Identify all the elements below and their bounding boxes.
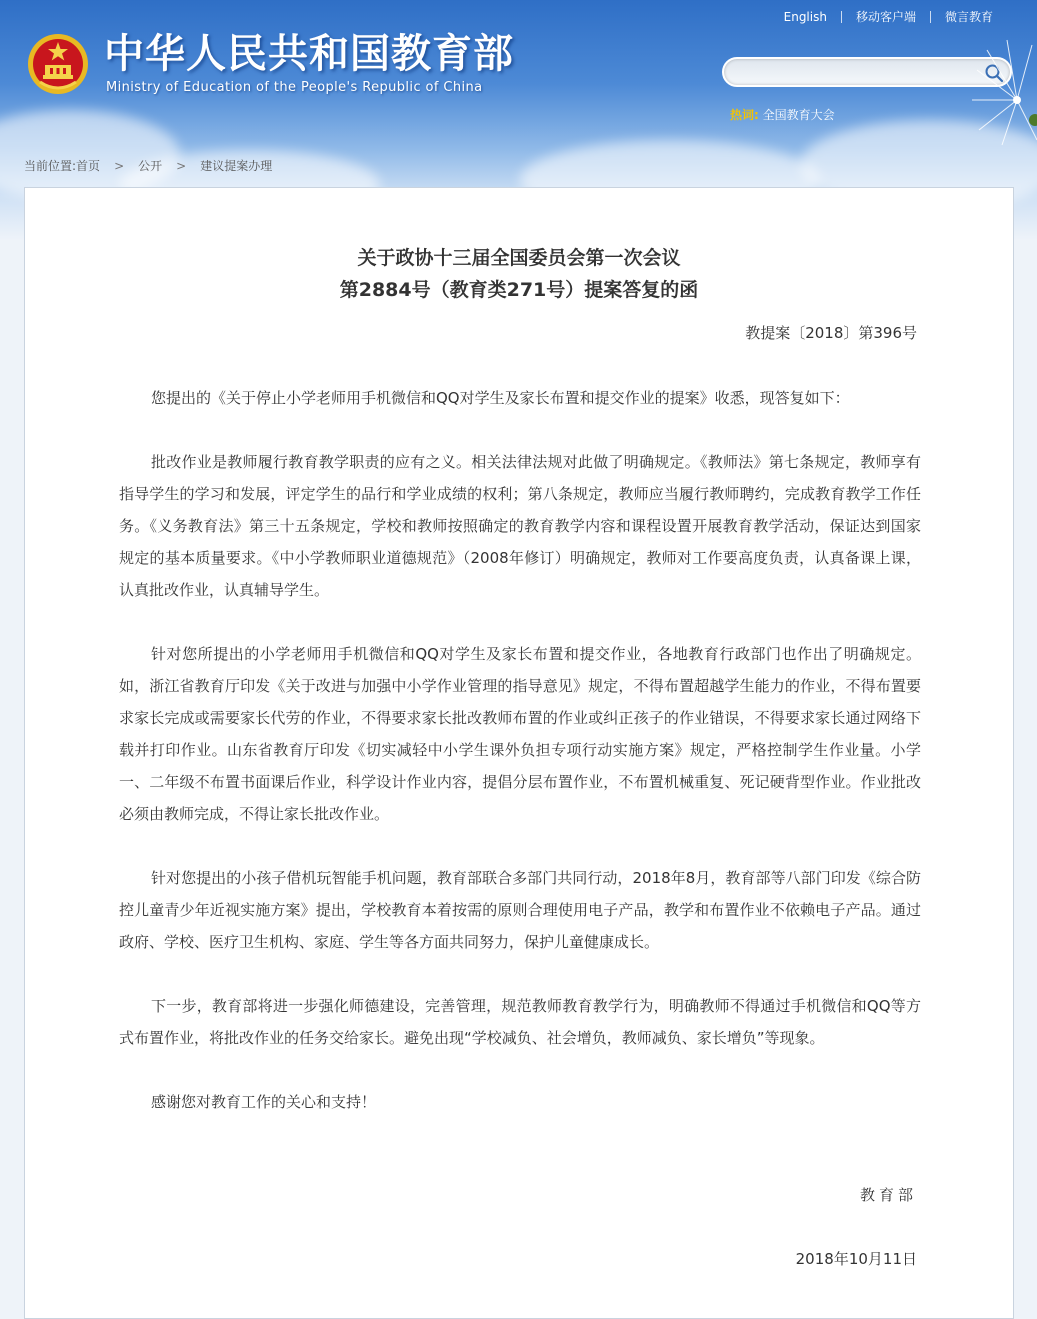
site-subtitle: Ministry of Education of the People's Republic of China — [106, 80, 483, 95]
hot-word-link[interactable]: 全国教育大会 — [762, 108, 835, 122]
site-title: 中华人民共和国教育部 — [104, 31, 514, 77]
dandelion-decoration-icon — [957, 30, 1037, 150]
paragraph: 感谢您对教育工作的关心和支持！ — [151, 1093, 377, 1111]
weiyan-education-link[interactable]: 微言教育 — [944, 10, 993, 24]
paragraph: 您提出的《关于停止小学老师用手机微信和QQ对学生及家长布置和提交作业的提案》收悉，现答复如下： — [151, 389, 850, 407]
chevron-right-icon: > — [114, 158, 125, 173]
english-link[interactable]: English — [783, 9, 827, 24]
mobile-client-link[interactable]: 移动客户端 — [855, 10, 916, 24]
signature: 教育部 — [859, 1186, 917, 1204]
paragraph: 批改作业是教师履行教育教学职责的应有之义。相关法律法规对此做了明确规定。《教师法》第七条规定，教师享有指导学生的学习和发展，评定学生的品行和学业成绩的权利；第八条规定，教师应当履行教师聘约，完成教育教学工作任务。《义务教育法》第三十五条规定，学校和教师按照确定的教育教学内容和课程设置开展教育教学活动，保证达到国家规定的基本质量要求。《中小学教师职业道德规范》（2008年修订）明确规定，教师对工作要高度负责，认真备课上课，认真批改作业，认真辅导学生。 — [119, 453, 921, 599]
article-body — [119, 382, 921, 1150]
breadcrumb-home[interactable]: 首页 — [76, 159, 101, 173]
article-title-line1: 关于政协十三届全国委员会第一次会议 — [357, 247, 681, 269]
article-title — [25, 242, 1013, 306]
divider — [930, 11, 931, 23]
hot-words — [730, 106, 835, 123]
document-number: 教提案〔2018〕第396号 — [745, 324, 917, 342]
breadcrumb — [24, 157, 272, 174]
document-date: 2018年10月11日 — [795, 1250, 917, 1268]
national-emblem-icon — [26, 32, 90, 96]
breadcrumb-prefix: 当前位置: — [24, 159, 77, 173]
hot-words-label: 热词: — [730, 108, 759, 122]
paragraph: 下一步，教育部将进一步强化师德建设，完善管理，规范教师教育教学行为，明确教师不得通过手机微信和QQ等方式布置作业，将批改作业的任务交给家长。避免出现“学校减负、社会增负，教师减负、家长增负”等现象。 — [119, 997, 921, 1047]
paragraph: 针对您提出的小孩子借机玩智能手机问题，教育部联合多部门共同行动，2018年8月，教育部等八部门印发《综合防控儿童青少年近视实施方案》提出，学校教育本着按需的原则合理使用电子产品，教学和布置作业不依赖电子产品。通过政府、学校、医疗卫生机构、家庭、学生等各方面共同努力，保护儿童健康成长。 — [119, 869, 921, 951]
article-panel — [24, 187, 1014, 1319]
breadcrumb-public[interactable]: 公开 — [138, 159, 163, 173]
chevron-right-icon: > — [176, 158, 187, 173]
top-links — [784, 8, 993, 25]
paragraph: 针对您所提出的小学老师用手机微信和QQ对学生及家长布置和提交作业，各地教育行政部门也作出了明确规定。如，浙江省教育厅印发《关于改进与加强中小学作业管理的指导意见》规定，不得布置超越学生能力的作业，不得布置要求家长完成或需要家长代劳的作业，不得要求家长批改教师布置的作业或纠正孩子的作业错误，不得要求家长通过网络下载并打印作业。山东省教育厅印发《切实减轻中小学生课外负担专项行动实施方案》规定，严格控制学生作业量。小学一、二年级不布置书面课后作业，科学设计作业内容，提倡分层布置作业，不布置机械重复、死记硬背型作业。作业批改必须由教师完成，不得让家长批改作业。 — [119, 645, 921, 823]
breadcrumb-proposals[interactable]: 建议提案办理 — [200, 159, 273, 173]
article-title-line2: 第2884号（教育类271号）提案答复的函 — [339, 279, 699, 301]
search-input[interactable] — [738, 62, 982, 84]
divider — [841, 11, 842, 23]
